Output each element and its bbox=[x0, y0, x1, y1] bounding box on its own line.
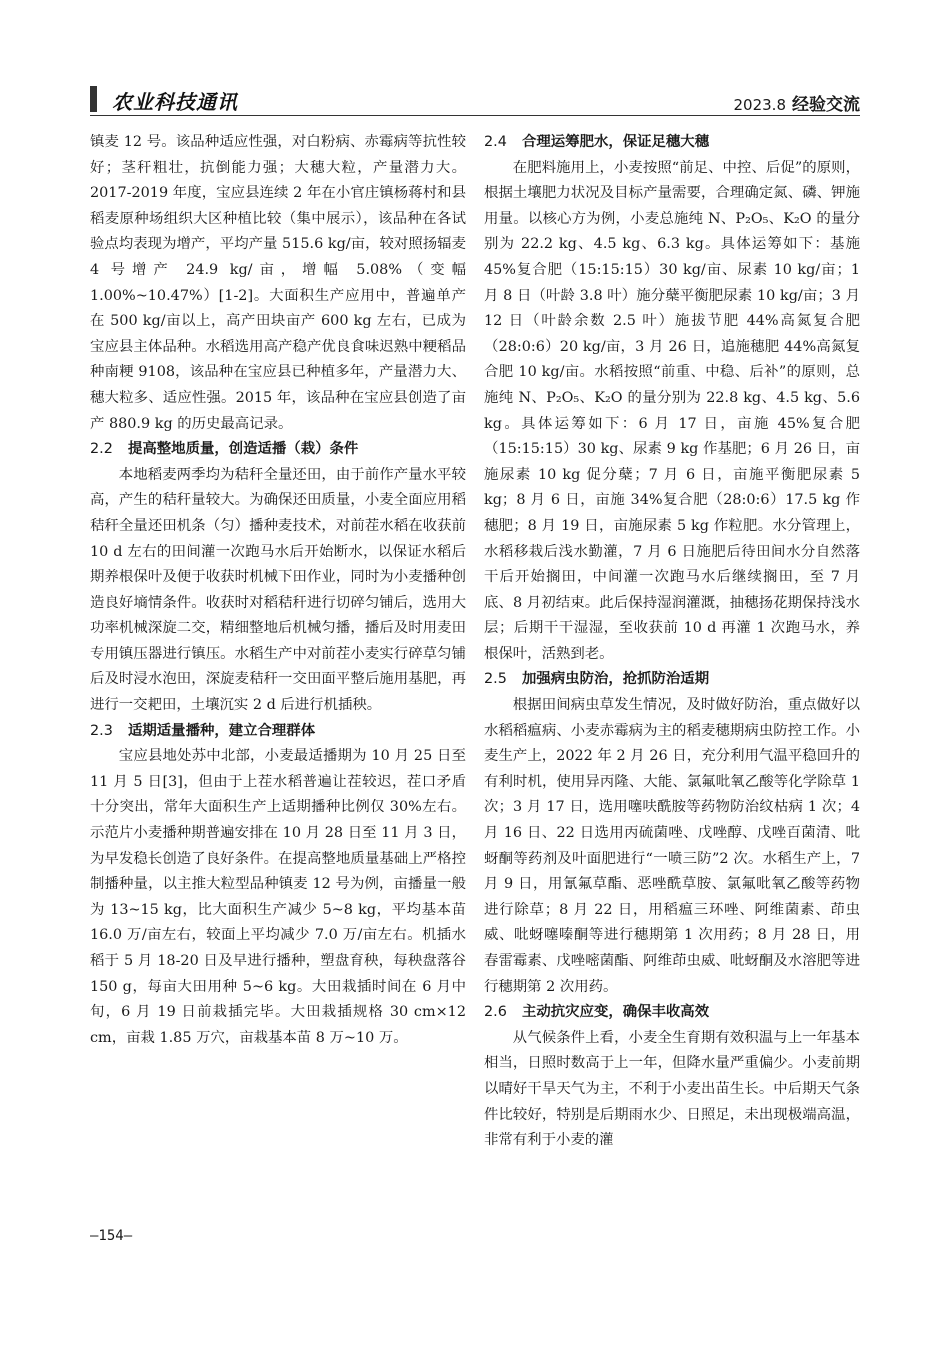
section-title: 适期适量播种，建立合理群体 bbox=[128, 722, 316, 739]
section-heading bbox=[484, 1000, 860, 1026]
section-title: 提高整地质量，创造适播（栽）条件 bbox=[128, 441, 359, 458]
section-name: 经验交流 bbox=[792, 95, 860, 115]
section-heading bbox=[484, 667, 860, 693]
section-title: 合理运筹肥水，保证足穗大穗 bbox=[522, 134, 710, 150]
section-number: 2.3 bbox=[90, 722, 113, 739]
left-column bbox=[90, 130, 466, 1051]
section-number: 2.4 bbox=[484, 134, 507, 150]
journal-title: 农业科技通讯 bbox=[112, 90, 238, 114]
header-decoration bbox=[90, 86, 100, 116]
paragraph: 本地稻麦两季均为秸秆全量还田，由于前作产量水平较高，产生的秸秆量较大。为确保还田质量，小麦全面应用稻秸秆全量还田机条（匀）播种麦技术，对前茬水稻在收获前 10 d 左右的田间灌一次跑马水后开始断水，以保证水稻后期养根保叶及便于收获时机械下田作业，同时为小麦播种创造良好墒情条件。收获时对稻秸秆进行切碎匀铺后，选用大功率机械深旋二交，精细整地后机械匀播，播后及时用麦田专用镇压器进行镇压。水稻生产中对前茬小麦实行碎草匀铺后及时浸水泡田，深旋麦秸秆一交田面平整后施用基肥，再进行一交耙田，土壤沉实 2 d 后进行机插秧。 bbox=[90, 466, 466, 714]
issue-info bbox=[734, 90, 861, 115]
paragraph: 从气候条件上看，小麦全生育期有效积温与上一年基本相当，日照时数高于上一年，但降水量严重偏少。小麦前期以晴好干旱天气为主，不利于小麦出苗生长。中后期天气条件比较好，特别是后期雨水少、日照足，未出现极端高温，非常有利于小麦的灌 bbox=[484, 1029, 860, 1149]
section-heading bbox=[90, 719, 466, 745]
section-title: 主动抗灾应变，确保丰收高效 bbox=[522, 1004, 710, 1021]
section-heading bbox=[90, 437, 466, 463]
section-number: 2.5 bbox=[484, 671, 507, 688]
section-number: 2.6 bbox=[484, 1004, 507, 1021]
paragraph: 镇麦 12 号。该品种适应性强，对白粉病、赤霉病等抗性较好；茎秆粗壮，抗倒能力强；大穗大粒，产量潜力大。2017-2019 年度，宝应县连续 2 年在小官庄镇杨蒋村和县稻麦原种场组织大区种植比较（集中展示），该品种在各试验点均表现为增产，平均产量 515.6 kg/亩，较对照扬辐麦 4 号增产 24.9 kg/亩，增幅 5.08%（变幅 1.00%~10.47%）[1-2]。大面积生产应用中，普遍单产在 500 kg/亩以上，高产田块亩产 600 kg 左右，已成为宝应县主体品种。水稻选用高产稳产优良食味迟熟中粳稻品种南粳 9108，该品种在宝应县已种植多年，产量潜力大、穗大粒多、适应性强。2015 年，该品种在宝应县创造了亩产 880.9 kg 的历史最高记录。 bbox=[90, 134, 466, 432]
page-header bbox=[90, 84, 860, 118]
section-heading bbox=[484, 130, 860, 156]
section-number: 2.2 bbox=[90, 441, 113, 458]
paragraph: 宝应县地处苏中北部，小麦最适播期为 10 月 25 日至 11 月 5 日[3]，但由于上茬水稻普遍让茬较迟，茬口矛盾十分突出，常年大面积生产上适期播种比例仅 30%左右。示范片小麦播种期普遍安排在 10 月 28 日至 11 月 3 日，为早发稳长创造了良好条件。在提高整地质量基础上严格控制播种量，以主推大粒型品种镇麦 12 号为例，亩播量一般为 13~15 kg，比大面积生产减少 5~8 kg，平均基本苗 16.0 万/亩左右，较面上平均减少 7.0 万/亩左右。机插水稻于 5 月 18-20 日及早进行播种，塑盘育秧，每秧盘落谷 150 g，每亩大田用种 5~6 kg。大田栽插时间在 6 月中旬，6 月 19 日前栽插完毕。大田栽插规格 30 cm×12 cm，亩栽 1.85 万穴，亩栽基本苗 8 万~10 万。 bbox=[90, 748, 466, 1046]
header-rule bbox=[90, 115, 860, 116]
section-title: 加强病虫防治，抢抓防治适期 bbox=[522, 671, 710, 688]
paragraph: 根据田间病虫草发生情况，及时做好防治，重点做好以水稻稻瘟病、小麦赤霉病为主的稻麦穗期病虫防控工作。小麦生产上，2022 年 2 月 26 日，充分利用气温平稳回升的有利时机，使用异丙隆、大能、氯氟吡氧乙酸等化学除草 1 次；3 月 17 日，选用噻呋酰胺等药物防治纹枯病 1 次；4 月 16 日、22 日选用丙硫菌唑、戊唑醇、戊唑百菌清、吡蚜酮等药剂及叶面肥进行“一喷三防”2 次。水稻生产上，7 月 9 日，用氰氟草酯、恶唑酰草胺、氯氟吡氧乙酸等药物进行除草；8 月 22 日，用稻瘟三环唑、阿维菌素、茚虫威、吡蚜噻嗪酮等进行穗期第 1 次用药；8 月 28 日，用春雷霉素、戊唑嘧菌酯、阿维茚虫威、吡蚜酮及水溶肥等进行穗期第 2 次用药。 bbox=[484, 697, 860, 995]
right-column bbox=[484, 130, 860, 1154]
issue-number: 2023.8 bbox=[733, 96, 786, 114]
page-number: —154— bbox=[90, 1228, 133, 1244]
paragraph: 在肥料施用上，小麦按照“前足、中控、后促”的原则，根据土壤肥力状况及目标产量需要，合理确定氮、磷、钾施用量。以核心方为例，小麦总施纯 N、P₂O₅、K₂O 的量分别为 22.2 kg、4.5 kg、6.3 kg。具体运筹如下：基施 45%复合肥（15:15:15）30 kg/亩、尿素 10 kg/亩；1 月 8 日（叶龄 3.8 叶）施分蘖平衡肥尿素 10 kg/亩；3 月 12 日（叶龄余数 2.5 叶）施拔节肥 44%高氮复合肥（28:0:6）20 kg/亩，3 月 26 日，追施穗肥 44%高氮复合肥 10 kg/亩。水稻按照“前重、中稳、后补”的原则，总施纯 N、P₂O₅、K₂O 的量分别为 22.8 kg、4.5 kg、5.6 kg。具体运筹如下：6 月 17 日，亩施 45%复合肥（15:15:15）30 kg、尿素 9 kg 作基肥；6 月 26 日，亩施尿素 10 kg 促分蘖；7 月 6 日，亩施平衡肥尿素 5 kg；8 月 6 日，亩施 34%复合肥（28:0:6）17.5 kg 作穗肥；8 月 19 日，亩施尿素 5 kg 作粒肥。水分管理上，水稻移栽后浅水勤灌，7 月 6 日施肥后待田间水分自然落干后开始搁田，中间灌一次跑马水后继续搁田，至 7 月底、8 月初结束。此后保持湿润灌溉，抽穗扬花期保持浅水层；后期干干湿湿，至收获前 10 d 再灌 1 次跑马水，养根保叶，活熟到老。 bbox=[484, 159, 860, 662]
